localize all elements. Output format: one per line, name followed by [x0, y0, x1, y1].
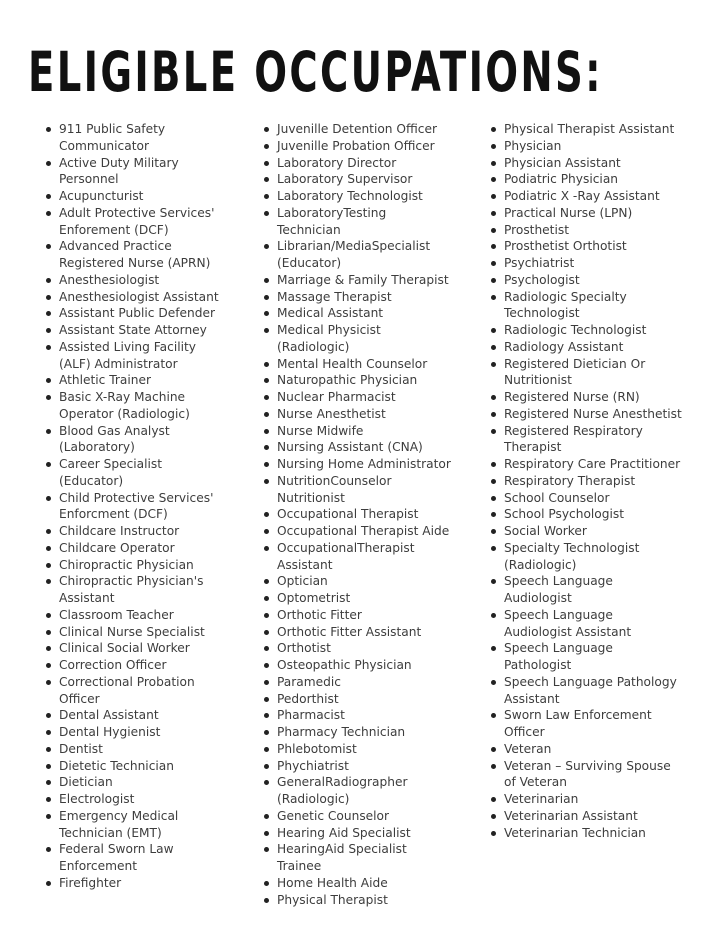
occupation-item: Optometrist [277, 590, 452, 607]
occupation-item: Physical Therapist [277, 892, 452, 909]
occupation-item: Child Protective Services' Enforcment (DCF) [59, 490, 229, 524]
occupation-item: Home Health Aide [277, 875, 452, 892]
occupation-item: Registered Nurse Anesthetist [504, 406, 682, 421]
page-title: ELIGIBLE OCCUPATIONS: [28, 40, 603, 104]
occupation-item: Adult Protective Services' Enforement (DCF) [59, 205, 229, 239]
occupation-item: Pharmacy Technician [277, 724, 452, 741]
occupation-item: School Psychologist [504, 506, 682, 523]
occupation-list-column-3 [504, 121, 682, 841]
occupation-item: Pharmacist [277, 707, 452, 724]
occupation-item: Anesthesiologist Assistant [59, 289, 229, 306]
occupation-item: Orthotist [277, 640, 452, 657]
occupation-item: Clinical Social Worker [59, 640, 229, 657]
occupation-item: Registered Nurse (RN) [504, 389, 682, 406]
occupation-item: Radiologic Technologist [504, 322, 682, 339]
occupation-item: Occupational Therapist Aide [277, 523, 452, 540]
occupation-item: Prosthetist Orthotist [504, 238, 682, 255]
occupation-item: Registered Dietician Or Nutritionist [504, 356, 682, 390]
occupation-item: Veterinarian Assistant [504, 808, 682, 825]
occupation-item: Osteopathic Physician [277, 657, 452, 674]
occupation-item: Athletic Trainer [59, 372, 229, 389]
occupation-item: Mental Health Counselor [277, 356, 452, 373]
occupation-item: NutritionCounselor Nutritionist [277, 473, 452, 507]
occupation-item: Veteran – Surviving Spouse of Veteran [504, 758, 682, 792]
occupation-item: Marriage & Family Therapist [277, 272, 452, 289]
occupation-list-column-1 [59, 121, 229, 892]
occupation-item: Veterinarian Technician [504, 825, 682, 842]
occupation-item: Juvenille Detention Officer [277, 121, 452, 138]
occupation-item: Active Duty Military Personnel [59, 155, 229, 189]
occupation-item: Dental Assistant [59, 707, 229, 724]
occupation-item: Electrologist [59, 791, 229, 808]
occupation-item: Physical Therapist Assistant [504, 121, 682, 138]
occupation-item: Medical Assistant [277, 305, 452, 322]
occupation-item: Psychologist [504, 272, 682, 289]
occupation-item: Correctional Probation Officer [59, 674, 229, 708]
occupation-item: Radiology Assistant [504, 339, 682, 356]
occupation-item: Juvenille Probation Officer [277, 138, 452, 155]
occupation-item: Podiatric Physician [504, 171, 682, 188]
occupation-item: Childcare Instructor [59, 523, 229, 540]
occupation-item: Chiropractic Physician's Assistant [59, 573, 229, 607]
occupation-item: School Counselor [504, 490, 682, 507]
occupation-item: Correction Officer [59, 657, 229, 674]
occupation-item: Massage Therapist [277, 289, 452, 306]
occupation-item: Laboratory Supervisor [277, 171, 452, 188]
occupation-item: Veteran [504, 741, 682, 758]
occupation-item: Radiologic Specialty Technologist [504, 289, 682, 323]
occupation-item: Dietician [59, 774, 229, 791]
occupation-item: Laboratory Director [277, 155, 452, 172]
occupation-item: Psychiatrist [504, 255, 682, 272]
occupation-item: Occupational Therapist [277, 506, 452, 523]
occupation-item: Chiropractic Physician [59, 557, 229, 574]
occupation-item: Speech Language Audiologist Assistant [504, 607, 682, 641]
occupation-item: Nuclear Pharmacist [277, 389, 452, 406]
occupation-item: Orthotic Fitter Assistant [277, 624, 452, 641]
occupation-item: Registered Respiratory Therapist [504, 423, 682, 457]
occupation-item: Dentist [59, 741, 229, 758]
occupation-item: Childcare Operator [59, 540, 229, 557]
occupation-item: Dietetic Technician [59, 758, 229, 775]
occupation-item: Nurse Anesthetist [277, 406, 452, 423]
occupation-item: Naturopathic Physician [277, 372, 452, 389]
occupation-item: OccupationalTherapist Assistant [277, 540, 452, 574]
occupation-item: Basic X-Ray Machine Operator (Radiologic) [59, 389, 229, 423]
occupation-item: Physician Assistant [504, 155, 682, 172]
occupation-item: Pedorthist [277, 691, 452, 708]
occupation-item: Veterinarian [504, 791, 682, 808]
occupation-item: Social Worker [504, 523, 682, 540]
occupation-item: Practical Nurse (LPN) [504, 205, 682, 222]
occupation-item: Blood Gas Analyst (Laboratory) [59, 423, 229, 457]
occupation-item: Prosthetist [504, 222, 682, 239]
occupation-item: Nursing Assistant (CNA) [277, 439, 452, 456]
occupation-item: Classroom Teacher [59, 607, 229, 624]
occupation-item: Sworn Law Enforcement Officer [504, 707, 682, 741]
occupation-item: Assistant State Attorney [59, 322, 229, 339]
occupation-item: Speech Language Pathology Assistant [504, 674, 682, 708]
occupation-item: GeneralRadiographer (Radiologic) [277, 774, 452, 808]
occupation-item: Assistant Public Defender [59, 305, 229, 322]
occupation-item: Dental Hygienist [59, 724, 229, 741]
occupation-item: Hearing Aid Specialist [277, 825, 452, 842]
occupation-item: Clinical Nurse Specialist [59, 624, 229, 641]
occupation-item: Respiratory Therapist [504, 473, 682, 490]
occupation-item: Podiatric X -Ray Assistant [504, 188, 682, 205]
occupation-item: Speech Language Pathologist [504, 640, 682, 674]
occupation-item: Federal Sworn Law Enforcement [59, 841, 229, 875]
occupation-item: Firefighter [59, 875, 229, 892]
occupation-item: Paramedic [277, 674, 452, 691]
occupation-item: Career Specialist (Educator) [59, 456, 229, 490]
occupation-item: Nurse Midwife [277, 423, 452, 440]
occupation-item: LaboratoryTesting Technician [277, 205, 452, 239]
occupation-item: Nursing Home Administrator [277, 457, 451, 471]
occupation-item: Anesthesiologist [59, 272, 229, 289]
occupation-item: Orthotic Fitter [277, 607, 452, 624]
occupation-item: Laboratory Technologist [277, 188, 452, 205]
occupation-item: Specialty Technologist (Radiologic) [504, 540, 682, 574]
occupation-item: Assisted Living Facility (ALF) Administrator [59, 339, 229, 373]
occupation-item: Phlebotomist [277, 741, 452, 758]
occupation-item: Advanced Practice Registered Nurse (APRN) [59, 238, 229, 272]
occupation-item: Phychiatrist [277, 758, 452, 775]
occupation-item: Physician [504, 138, 682, 155]
occupation-item: Acupuncturist [59, 188, 229, 205]
occupation-item: Respiratory Care Practitioner [504, 457, 681, 471]
occupation-item: Librarian/MediaSpecialist (Educator) [277, 238, 452, 272]
occupation-item: Emergency Medical Technician (EMT) [59, 808, 229, 842]
occupation-item: Optician [277, 573, 452, 590]
occupation-list-column-2 [277, 121, 452, 908]
occupation-item: Genetic Counselor [277, 808, 452, 825]
occupation-item: 911 Public Safety Communicator [59, 121, 229, 155]
occupation-item: Speech Language Audiologist [504, 573, 682, 607]
occupation-item: HearingAid Specialist Trainee [277, 841, 452, 875]
occupation-item: Medical Physicist (Radiologic) [277, 322, 452, 356]
